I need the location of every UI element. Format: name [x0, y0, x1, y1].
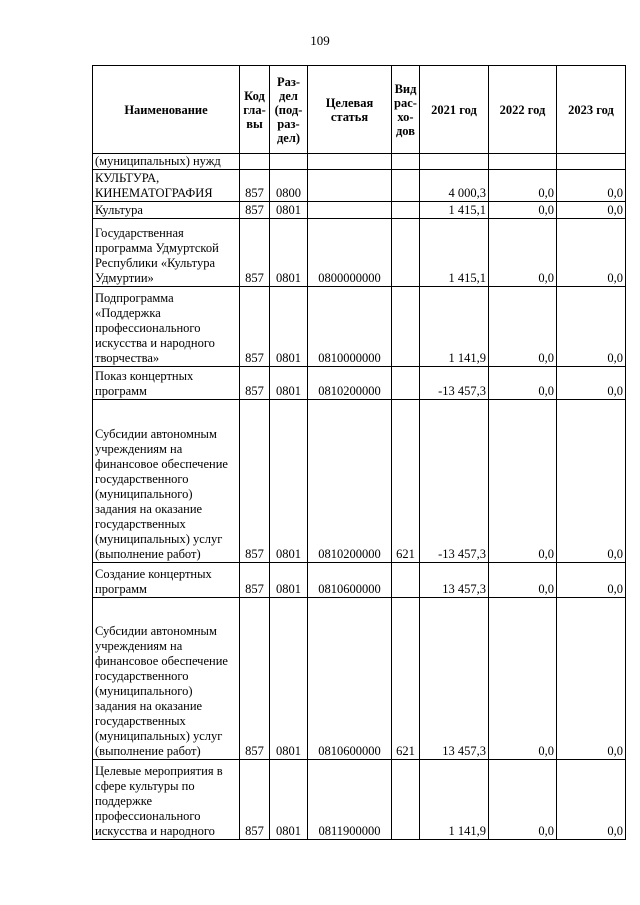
cell-target: 0810200000 [308, 367, 392, 400]
cell-target [308, 170, 392, 202]
cell-code: 857 [240, 563, 270, 598]
cell-section: 0801 [270, 400, 308, 563]
cell-2023: 0,0 [557, 202, 626, 219]
page-number: 109 [310, 33, 330, 48]
cell-2022: 0,0 [489, 287, 557, 367]
cell-section: 0801 [270, 287, 308, 367]
cell-section: 0801 [270, 760, 308, 840]
cell-name: Государственная программа Удмуртской Республики «Культура Удмуртии» [93, 219, 240, 287]
cell-section: 0801 [270, 202, 308, 219]
cell-name: Субсидии автономным учреждениям на финансовое обеспечение государственного (муниципального) задания на оказание государственных (муниципальных) услуг (выполнение работ) [93, 400, 240, 563]
table-row [93, 400, 626, 563]
cell-2021 [420, 154, 489, 170]
table-row [93, 202, 626, 219]
cell-2021: -13 457,3 [420, 367, 489, 400]
cell-2021: 1 141,9 [420, 287, 489, 367]
cell-code: 857 [240, 598, 270, 760]
cell-2023: 0,0 [557, 287, 626, 367]
cell-section: 0800 [270, 170, 308, 202]
cell-type: 621 [392, 598, 420, 760]
cell-type [392, 202, 420, 219]
header-2023: 2023 год [557, 66, 626, 154]
cell-target [308, 154, 392, 170]
cell-2022: 0,0 [489, 598, 557, 760]
cell-2022: 0,0 [489, 563, 557, 598]
cell-target: 0800000000 [308, 219, 392, 287]
header-2022: 2022 год [489, 66, 557, 154]
cell-2023: 0,0 [557, 760, 626, 840]
cell-2022: 0,0 [489, 760, 557, 840]
cell-target: 0810000000 [308, 287, 392, 367]
cell-type [392, 154, 420, 170]
cell-2022 [489, 154, 557, 170]
cell-name: Создание концертных программ [93, 563, 240, 598]
cell-type [392, 287, 420, 367]
cell-name: Культура [93, 202, 240, 219]
cell-name: Подпрограмма «Поддержка профессионального искусства и народного творчества» [93, 287, 240, 367]
cell-2023: 0,0 [557, 598, 626, 760]
cell-code: 857 [240, 760, 270, 840]
cell-type [392, 367, 420, 400]
cell-2022: 0,0 [489, 400, 557, 563]
table-row [93, 287, 626, 367]
cell-2021: 1 141,9 [420, 760, 489, 840]
cell-target: 0810600000 [308, 598, 392, 760]
header-type: Вид рас-хо-дов [392, 66, 420, 154]
cell-2022: 0,0 [489, 219, 557, 287]
cell-name: Субсидии автономным учреждениям на финансовое обеспечение государственного (муниципального) задания на оказание государственных (муниципальных) услуг (выполнение работ) [93, 598, 240, 760]
budget-table [92, 65, 626, 840]
table-row [93, 760, 626, 840]
table-row [93, 219, 626, 287]
cell-2021: 13 457,3 [420, 598, 489, 760]
cell-section: 0801 [270, 563, 308, 598]
cell-2022: 0,0 [489, 202, 557, 219]
header-code: Код гла-вы [240, 66, 270, 154]
cell-name: (муниципальных) нужд [93, 154, 240, 170]
cell-section: 0801 [270, 598, 308, 760]
cell-type [392, 760, 420, 840]
cell-code: 857 [240, 170, 270, 202]
cell-section: 0801 [270, 367, 308, 400]
cell-type [392, 170, 420, 202]
cell-2022: 0,0 [489, 170, 557, 202]
cell-name: Показ концертных программ [93, 367, 240, 400]
header-section: Раз-дел (под-раз-дел) [270, 66, 308, 154]
cell-code: 857 [240, 400, 270, 563]
table-header-row [93, 66, 626, 154]
table-row [93, 563, 626, 598]
cell-section [270, 154, 308, 170]
header-name: Наименование [93, 66, 240, 154]
cell-2023: 0,0 [557, 563, 626, 598]
cell-2021: 13 457,3 [420, 563, 489, 598]
cell-code [240, 154, 270, 170]
cell-2021: 1 415,1 [420, 202, 489, 219]
cell-2023: 0,0 [557, 219, 626, 287]
cell-code: 857 [240, 219, 270, 287]
cell-2021: 1 415,1 [420, 219, 489, 287]
cell-target: 0811900000 [308, 760, 392, 840]
cell-name: Целевые мероприятия в сфере культуры по поддержке профессионального искусства и народного [93, 760, 240, 840]
cell-section: 0801 [270, 219, 308, 287]
cell-target: 0810200000 [308, 400, 392, 563]
table-row [93, 170, 626, 202]
cell-target: 0810600000 [308, 563, 392, 598]
cell-2023 [557, 154, 626, 170]
cell-code: 857 [240, 287, 270, 367]
cell-name: КУЛЬТУРА, КИНЕМАТОГРАФИЯ [93, 170, 240, 202]
cell-2023: 0,0 [557, 367, 626, 400]
cell-code: 857 [240, 202, 270, 219]
cell-2021: -13 457,3 [420, 400, 489, 563]
cell-2021: 4 000,3 [420, 170, 489, 202]
table-row [93, 154, 626, 170]
cell-code: 857 [240, 367, 270, 400]
header-target: Целевая статья [308, 66, 392, 154]
cell-2023: 0,0 [557, 400, 626, 563]
cell-type: 621 [392, 400, 420, 563]
table-row [93, 598, 626, 760]
cell-2022: 0,0 [489, 367, 557, 400]
table-row [93, 367, 626, 400]
cell-type [392, 219, 420, 287]
cell-target [308, 202, 392, 219]
header-2021: 2021 год [420, 66, 489, 154]
cell-2023: 0,0 [557, 170, 626, 202]
cell-type [392, 563, 420, 598]
